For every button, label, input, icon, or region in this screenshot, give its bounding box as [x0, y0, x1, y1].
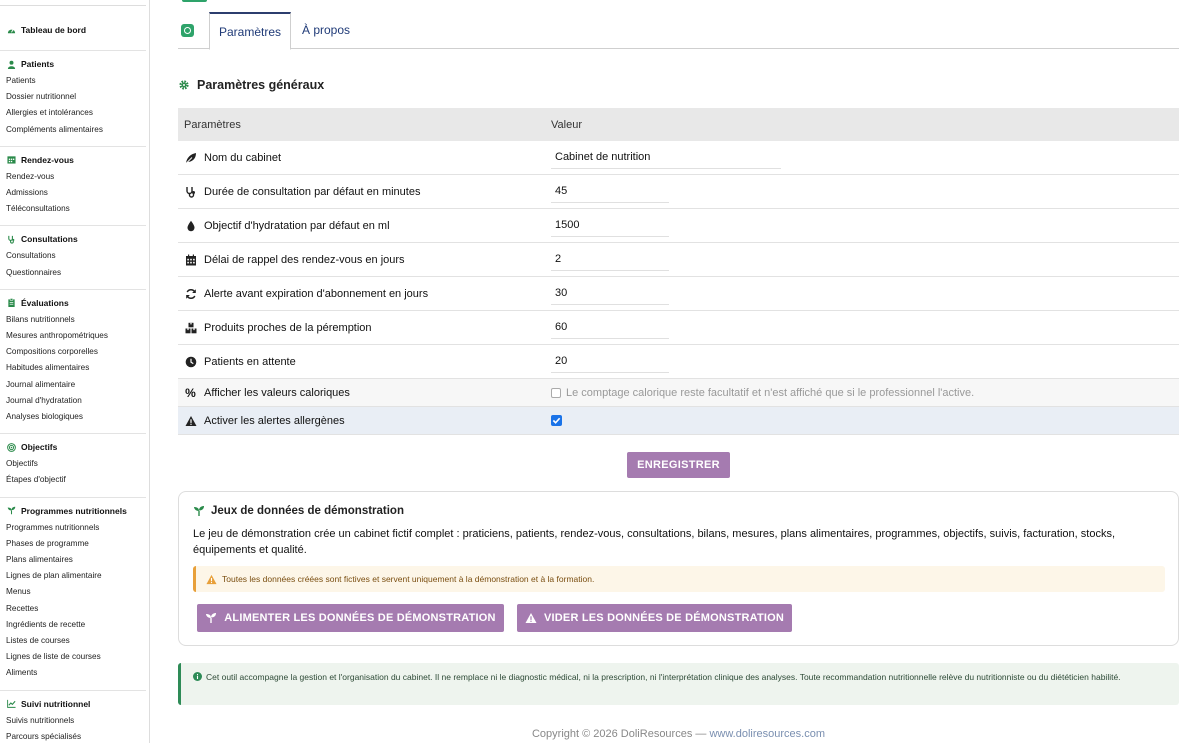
sidebar-item[interactable]: Programmes nutritionnels [6, 522, 100, 532]
sidebar-item[interactable]: Questionnaires [6, 267, 62, 277]
section-title: Paramètres généraux [178, 78, 324, 92]
calorie-checkbox[interactable] [551, 388, 561, 398]
sidebar-section-programmes [0, 502, 146, 682]
dashboard-icon [6, 25, 16, 35]
table-row: Objectif d'hydratation par défaut en ml 1500 [178, 209, 1179, 243]
fill-demo-button[interactable]: ALIMENTER LES DONNÉES DE DÉMONSTRATION [197, 604, 504, 632]
warning-icon [525, 612, 537, 624]
sidebar-section-title[interactable]: Patients [0, 55, 146, 73]
sidebar-item[interactable]: Aliments [6, 668, 38, 678]
sidebar-section-consult [0, 230, 146, 280]
sidebar-item[interactable]: Lignes de liste de courses [6, 652, 101, 662]
sidebar-item[interactable]: Étapes d'objectif [6, 475, 66, 485]
sidebar-item[interactable]: Menus [6, 587, 31, 597]
table-row: Nom du cabinet Cabinet de nutrition [178, 141, 1179, 175]
setting-value-input[interactable] [551, 351, 669, 373]
main-content [178, 0, 1179, 743]
boxes-icon [184, 321, 197, 334]
sprout-icon [205, 612, 217, 624]
sidebar-section-patients [0, 55, 146, 138]
user-icon [6, 59, 16, 69]
sidebar-item[interactable]: Consultations [6, 251, 56, 261]
sidebar-item[interactable]: Lignes de plan alimentaire [6, 571, 102, 581]
setting-value-input[interactable] [551, 147, 781, 169]
calendar-icon [6, 155, 16, 165]
calendar-icon [184, 253, 197, 266]
droplet-icon [184, 219, 197, 232]
allergy-checkbox[interactable] [551, 415, 562, 426]
sidebar-item[interactable]: Admissions [6, 187, 48, 197]
save-button[interactable]: ENREGISTRER [627, 452, 730, 478]
leaf-icon [184, 151, 197, 164]
percent-icon: % [185, 385, 196, 400]
sidebar-item[interactable]: Rendez-vous [6, 171, 55, 181]
sidebar-section-objectifs [0, 438, 146, 488]
sidebar-item[interactable]: Suivis nutritionnels [6, 715, 75, 725]
sidebar-item[interactable]: Parcours spécialisés [6, 731, 82, 741]
tab-bar [178, 0, 1179, 49]
table-row: Délai de rappel des rendez-vous en jours 2 [178, 243, 1179, 277]
demo-warning: Toutes les données créées sont fictives et servent uniquement à la démonstration et à la formation. [193, 566, 1165, 592]
sidebar-item[interactable]: Journal d'hydratation [6, 395, 82, 405]
table-header: Paramètres Valeur [178, 108, 1179, 141]
clipboard-icon [6, 298, 16, 308]
clear-demo-button[interactable]: VIDER LES DONNÉES DE DÉMONSTRATION [517, 604, 792, 632]
demo-data-panel: Jeux de données de démonstration Le jeu de démonstration crée un cabinet fictif complet : praticiens, patients, rendez-vous, consultations, bilans, mesures, plans alimentaires, programmes, objectifs, suivis, facturation, stocks, équipements et qualité. Toutes les données créées sont fictives et servent uniquement à la démonstration et à la formation. ALIMENTER LES DONNÉES DE DÉMONSTRATION VIDER LES DONNÉES DE DÉMONSTRATION [178, 491, 1179, 646]
sidebar-section-eval [0, 294, 146, 425]
sidebar-section-title[interactable]: Objectifs [0, 438, 146, 456]
gear-icon [178, 79, 190, 91]
sidebar-item[interactable]: Recettes [6, 603, 39, 613]
setting-value-input[interactable] [551, 181, 669, 203]
sidebar-item[interactable]: Habitudes alimentaires [6, 363, 90, 373]
sidebar-item[interactable]: Objectifs [6, 459, 38, 469]
setting-value-input[interactable] [551, 249, 669, 271]
clock-icon [184, 355, 197, 368]
sidebar-item[interactable]: Compléments alimentaires [6, 124, 103, 134]
sidebar-item[interactable]: Ingrédients de recette [6, 619, 86, 629]
table-row-allergens: Activer les alertes allergènes [178, 407, 1179, 435]
sidebar-item[interactable]: Compositions corporelles [6, 347, 98, 357]
setting-value-input[interactable] [551, 317, 669, 339]
tab-about[interactable]: À propos [301, 23, 351, 37]
target-icon [6, 442, 16, 452]
sidebar-item[interactable]: Mesures anthropométriques [6, 330, 108, 340]
warning-icon [184, 414, 197, 427]
sidebar-section-title[interactable]: Rendez-vous [0, 151, 146, 169]
sidebar-item[interactable]: Journal alimentaire [6, 379, 76, 389]
sidebar-section-dashboard [0, 21, 146, 39]
refresh-icon [184, 287, 197, 300]
table-row: Patients en attente 20 [178, 345, 1179, 379]
module-icon[interactable] [181, 24, 194, 37]
sidebar-item[interactable]: Analyses biologiques [6, 411, 83, 421]
sidebar-item[interactable]: Bilans nutritionnels [6, 314, 75, 324]
footer-link[interactable]: www.doliresources.com [709, 728, 825, 740]
info-notice: Cet outil accompagne la gestion et l'organisation du cabinet. Il ne remplace ni le diagnostic médical, ni la prescription, ni l'interprétation clinique des analyses. Toute recommandation nutritionnelle relève du nutritionniste ou du diététicien habilité. [178, 663, 1179, 705]
settings-table [178, 108, 1179, 435]
sidebar-item[interactable]: Patients [6, 76, 36, 85]
table-row-calories: % Afficher les valeurs caloriques Le comptage calorique reste facultatif et n'est affiché que si le professionnel l'active. [178, 379, 1179, 407]
sidebar [0, 0, 150, 743]
chart-line-icon [6, 699, 16, 709]
sidebar-item[interactable]: Dossier nutritionnel [6, 92, 77, 102]
footer: Copyright © 2026 DoliResources — www.doliresources.com [531, 728, 825, 740]
sidebar-section-title[interactable]: Programmes nutritionnels [0, 502, 146, 520]
table-row: Durée de consultation par défaut en minutes 45 [178, 175, 1179, 209]
stethoscope-icon [184, 185, 197, 198]
demo-description: Le jeu de démonstration crée un cabinet fictif complet : praticiens, patients, rendez-vous, consultations, bilans, mesures, plans alimentaires, programmes, objectifs, suivis, facturation, stocks, équipements et qualité. [193, 528, 1115, 556]
warning-icon [206, 574, 217, 585]
sidebar-section-suivi [0, 695, 146, 743]
sidebar-section-title[interactable]: Suivi nutritionnel [0, 695, 146, 713]
tab-settings[interactable]: Paramètres [209, 12, 291, 50]
sidebar-item[interactable]: Listes de courses [6, 635, 70, 645]
sidebar-section-title[interactable]: Tableau de bord [0, 21, 146, 39]
table-row: Alerte avant expiration d'abonnement en jours 30 [178, 277, 1179, 311]
sidebar-item[interactable]: Phases de programme [6, 538, 89, 548]
table-row: Produits proches de la péremption 60 [178, 311, 1179, 345]
setting-value-input[interactable] [551, 283, 669, 305]
setting-value-input[interactable] [551, 215, 669, 237]
info-icon [193, 672, 202, 681]
sprout-icon [6, 506, 16, 516]
stethoscope-icon [6, 234, 16, 244]
sidebar-item[interactable]: Téléconsultations [6, 204, 70, 214]
sidebar-section-title[interactable]: Évaluations [0, 294, 146, 312]
sidebar-item[interactable]: Allergies et intolérances [6, 108, 93, 118]
sidebar-section-title[interactable]: Consultations [0, 230, 146, 248]
sprout-icon [193, 505, 205, 517]
sidebar-item[interactable]: Plans alimentaires [6, 554, 73, 564]
sidebar-section-rdv [0, 151, 146, 218]
